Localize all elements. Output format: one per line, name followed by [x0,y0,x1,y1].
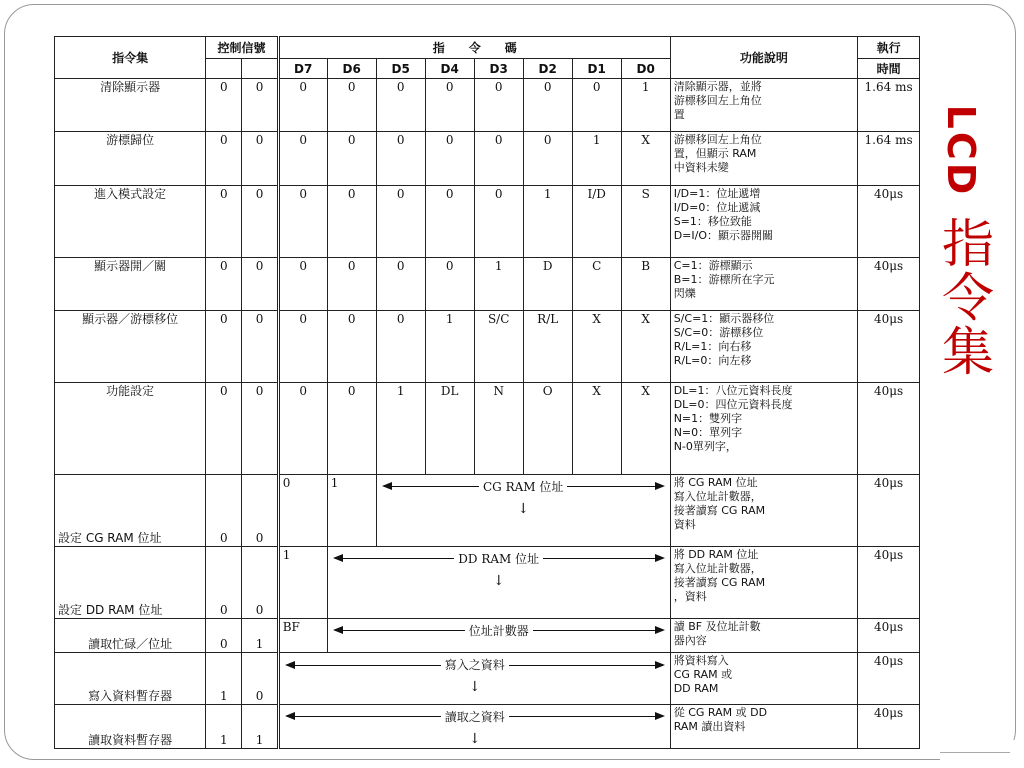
bit-value: 0 [278,382,327,474]
instruction-row [55,653,920,704]
bit-value: S [621,185,670,257]
signal-rs: 0 [206,310,242,382]
instruction-row [55,185,920,257]
header-exec-time-2: 時間 [858,59,920,79]
header-rw [242,59,278,79]
range-label: DD RAM 位址 [458,551,540,566]
function-description [670,185,857,257]
bit-value: 0 [376,310,425,382]
range-label: 位址計數器 [468,623,529,638]
bit-value: 0 [425,185,474,257]
signal-rs: 1 [206,653,242,704]
bit-value: 0 [278,185,327,257]
description-line: 從 CG RAM 或 DD [673,705,768,719]
description-line: 將 CG RAM 位址 [673,475,758,489]
bit-range [327,618,670,653]
bit-value: 1 [425,310,474,382]
exec-time: 40μs [858,474,920,546]
signal-rs: 0 [206,546,242,618]
signal-rs: 0 [206,474,242,546]
header-bit: D5 [376,59,425,79]
header-instruction-code: 指 令 碼 [278,37,670,59]
header-exec-time-1: 執行 [858,37,920,59]
bit-value: 0 [425,79,474,132]
instruction-name: 進入模式設定 [55,185,206,257]
bit-value: 0 [278,257,327,310]
instruction-rows [55,79,920,749]
range-arrow [331,624,667,638]
signal-rw: 1 [242,704,278,748]
description-line: S/C=1：顯示器移位 [673,311,775,325]
signal-rw: 0 [242,79,278,132]
function-description [670,704,857,748]
bit-value: 0 [376,257,425,310]
range-label: 讀取之資料 [444,709,505,724]
range-arrow [331,552,667,566]
header-bit: D0 [621,59,670,79]
bit-value: 0 [327,257,376,310]
signal-rw: 0 [242,546,278,618]
description-line: DD RAM [673,682,719,696]
footer-line [940,752,1010,753]
description-line: N=0：單列字 [673,425,743,439]
exec-time: 40μs [858,257,920,310]
exec-time: 40μs [858,382,920,474]
header-bit: D3 [474,59,523,79]
header-bit: D2 [523,59,572,79]
description-line: DL=0：四位元資料長度 [673,397,793,411]
bit-range [327,546,670,618]
signal-rw: 0 [242,310,278,382]
header-rs [206,59,242,79]
bit-value: 1 [327,474,376,546]
instruction-name: 設定 CG RAM 位址 [55,474,206,546]
instruction-name: 顯示器／游標移位 [55,310,206,382]
signal-rw: 0 [242,382,278,474]
range-label: 寫入之資料 [444,658,505,673]
instruction-row [55,310,920,382]
function-description [670,653,857,704]
function-description [670,382,857,474]
description-line: C=1：游標顯示 [673,258,753,272]
bit-value: R/L [523,310,572,382]
instruction-name: 讀取忙碌／位址 [55,618,206,653]
bit-value: 0 [327,382,376,474]
instruction-row [55,618,920,653]
instruction-row [55,132,920,185]
bit-value: X [572,382,621,474]
description-line: 游標移回左上角位 [673,94,762,107]
function-description [670,474,857,546]
side-title-char: 集 [941,323,994,383]
side-title-lcd-text: LCD [939,104,983,198]
function-description [670,546,857,618]
description-line: DL=1：八位元資料長度 [673,383,793,397]
signal-rw: 0 [242,474,278,546]
lcd-instruction-table [54,36,920,749]
bit-value: 0 [474,79,523,132]
bit-value: O [523,382,572,474]
bit-value: C [572,257,621,310]
bit-value: 0 [523,79,572,132]
exec-time: 1.64 ms [858,132,920,185]
description-line: ，資料 [673,589,707,603]
bit-value: 0 [376,185,425,257]
bit-value: 0 [425,132,474,185]
signal-rs: 0 [206,185,242,257]
side-title-char: 指 [941,215,994,275]
instruction-name: 游標歸位 [55,132,206,185]
signal-rw: 0 [242,653,278,704]
bit-value: BF [278,618,327,653]
bit-value: 0 [425,257,474,310]
instruction-row [55,257,920,310]
description-line: S/C=0：游標移位 [673,325,764,339]
header-function: 功能說明 [670,37,857,79]
exec-time: 40μs [858,546,920,618]
bit-value: 0 [327,310,376,382]
description-line: 閃爍 [673,286,696,300]
bit-value: 1 [621,79,670,132]
down-arrow-icon: ↓ [468,679,481,696]
exec-time: 1.64 ms [858,79,920,132]
bit-value: 0 [327,79,376,132]
header-control-signal: 控制信號 [206,37,278,59]
instruction-name: 設定 DD RAM 位址 [55,546,206,618]
signal-rw: 0 [242,257,278,310]
function-description [670,310,857,382]
down-arrow-icon: ↓ [492,572,505,589]
instruction-name: 讀取資料暫存器 [55,704,206,748]
description-line: 將 DD RAM 位址 [673,547,759,561]
description-line: 將資料寫入 [673,654,729,668]
bit-value: X [621,310,670,382]
description-line: CG RAM 或 [673,668,733,682]
instruction-row [55,382,920,474]
bit-value: 1 [376,382,425,474]
signal-rs: 0 [206,257,242,310]
description-line: I/D=1：位址遞增 [673,186,761,200]
instruction-row [55,79,920,132]
slide-side-title [928,96,1008,383]
description-line: 資料 [673,517,696,531]
bit-value: I/D [572,185,621,257]
bit-value: DL [425,382,474,474]
description-line: 器內容 [673,633,707,647]
description-line: D=I/O：顯示器開關 [673,228,773,242]
range-arrow [283,710,667,724]
description-line: N=1：雙列字 [673,411,743,425]
function-description [670,257,857,310]
bit-value: X [621,132,670,185]
description-line: N-0單列字， [673,439,737,453]
signal-rs: 1 [206,704,242,748]
instruction-row [55,474,920,546]
bit-value: 0 [523,132,572,185]
exec-time: 40μs [858,653,920,704]
exec-time: 40μs [858,185,920,257]
description-line: R/L=0：向左移 [673,353,752,367]
range-arrow [283,658,667,672]
description-line: 清除顯示器，並將 [673,80,762,93]
frame-corner-cover [940,740,1024,768]
bit-value: 1 [523,185,572,257]
function-description [670,618,857,653]
description-line: 寫入位址計數器， [673,489,762,503]
description-line: 游標移回左上角位 [673,133,762,147]
description-line: 接著讀寫 CG RAM [673,503,766,517]
bit-value: 0 [474,132,523,185]
down-arrow-icon: ↓ [517,500,530,517]
bit-value: 0 [327,132,376,185]
side-title-lcd [928,96,1008,206]
description-line: 中資料未變 [673,161,729,175]
range-label: CG RAM 位址 [483,479,564,494]
instruction-row [55,704,920,748]
bit-value: 1 [572,132,621,185]
bit-value: 0 [278,310,327,382]
header-bit: D1 [572,59,621,79]
bit-value: 0 [376,79,425,132]
header-bit: D6 [327,59,376,79]
description-line: 置 [673,108,685,121]
bit-value: S/C [474,310,523,382]
header-instruction-set: 指令集 [55,37,206,79]
signal-rw: 1 [242,618,278,653]
bit-value: 0 [278,132,327,185]
bit-range [376,474,670,546]
bit-value: 0 [278,79,327,132]
instruction-name: 寫入資料暫存器 [55,653,206,704]
range-arrow [380,480,667,494]
description-line: I/D=0：位址遞減 [673,200,761,214]
description-line: S=1：移位致能 [673,214,752,228]
bit-value: N [474,382,523,474]
description-line: RAM 讀出資料 [673,719,746,733]
bit-value: 0 [278,474,327,546]
bit-value: 0 [327,185,376,257]
down-arrow-icon: ↓ [468,730,481,747]
description-line: R/L=1：向右移 [673,339,752,353]
bit-value: 1 [474,257,523,310]
bit-value: B [621,257,670,310]
exec-time: 40μs [858,618,920,653]
bit-value: X [621,382,670,474]
description-line: 寫入位址計數器， [673,561,762,575]
instruction-name: 清除顯示器 [55,79,206,132]
signal-rs: 0 [206,132,242,185]
description-line: 讀 BF 及位址計數 [673,619,761,633]
description-line: B=1：游標所在字元 [673,272,775,286]
signal-rw: 0 [242,132,278,185]
exec-time: 40μs [858,704,920,748]
bit-value: X [572,310,621,382]
bit-value: D [523,257,572,310]
bit-range [278,704,670,748]
bit-value: 0 [376,132,425,185]
function-description [670,132,857,185]
signal-rw: 0 [242,185,278,257]
header-bit: D7 [278,59,327,79]
description-line: 接著讀寫 CG RAM [673,575,766,589]
bit-value: 0 [572,79,621,132]
bit-value: 1 [278,546,327,618]
bit-range [278,653,670,704]
instruction-row [55,546,920,618]
bit-value: 0 [474,185,523,257]
signal-rs: 0 [206,79,242,132]
exec-time: 40μs [858,310,920,382]
signal-rs: 0 [206,382,242,474]
header-bit: D4 [425,59,474,79]
instruction-name: 功能設定 [55,382,206,474]
description-line: 置，但顯示 RAM [673,147,757,161]
side-title-char: 令 [941,269,994,329]
signal-rs: 0 [206,618,242,653]
function-description [670,79,857,132]
instruction-name: 顯示器開／關 [55,257,206,310]
